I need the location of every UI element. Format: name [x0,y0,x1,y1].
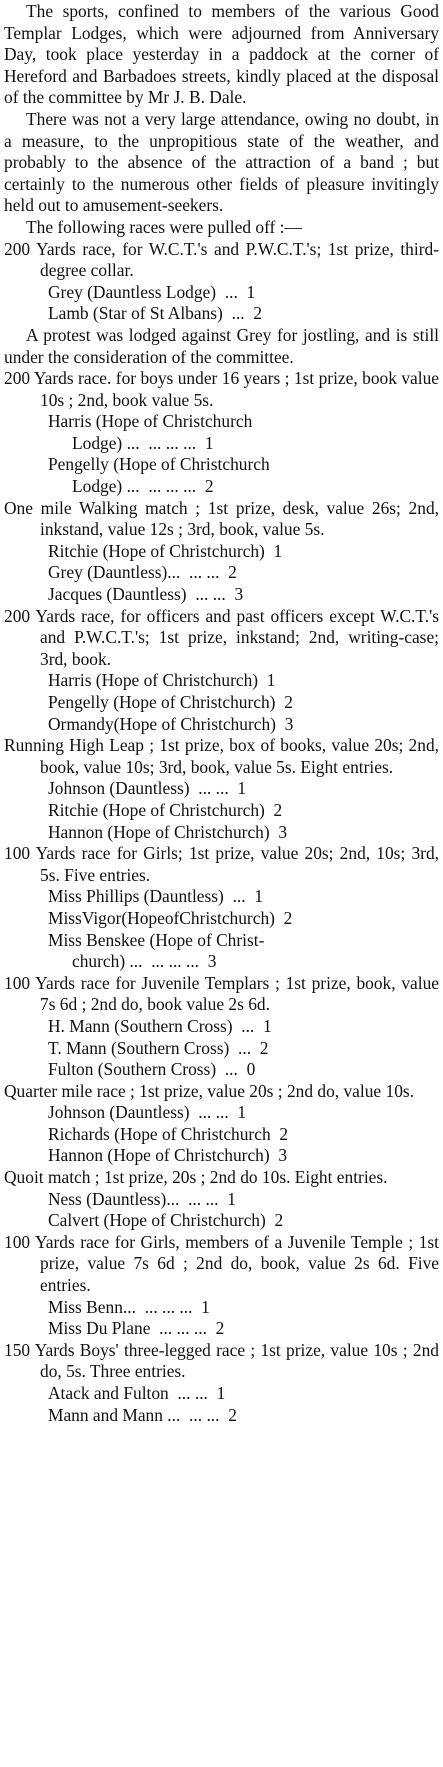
entrant-name: Ritchie (Hope of Christchurch) [48,540,265,561]
race-event [4,368,439,498]
leader-dots: ... [241,1015,255,1036]
result-row-continuation [4,476,439,498]
finishing-place: 1 [273,540,283,561]
finishing-place: 1 [262,1015,272,1036]
entrant-name: Jacques (Dauntless) [48,584,187,605]
race-heading: 100 Yards race for Girls, members of a Juvenile Temple ; 1st prize, value 7s 6d ; 2nd do, book, value 2s 6d. Five entries. [4,1231,439,1296]
race-event [4,1232,439,1340]
result-row [4,1016,439,1038]
result-row [4,930,439,952]
race-heading: 150 Yards Boys' three-legged race ; 1st prize, value 10s ; 2nd do, 5s. Three entries. [4,1339,439,1382]
result-row [4,1189,439,1211]
leader-dots: ... ... [195,584,226,605]
result-row-continuation [4,951,439,973]
entrant-name: Grey (Dauntless)... [48,562,181,583]
entrant-name: MissVigor(HopeofChristchurch) [48,907,275,928]
race-heading: Quarter mile race ; 1st prize, value 20s ; 2nd do, value 10s. [4,1080,415,1101]
attendance-paragraph: There was not a very large attendance, owing no doubt, in a measure, to the unpropitious state of the weather, and probably to the absence of the attraction of a band ; but certainly to the numerous other fields of pleasure invitingly held out to amusement-seekers. [4,108,439,216]
finishing-place: 1 [254,886,264,907]
finishing-place: 1 [266,670,276,691]
finishing-place: 1 [237,1102,247,1123]
race-heading: 200 Yards race, for W.C.T.'s and P.W.C.T.'s; 1st prize, third-degree collar. [4,238,439,281]
result-row [4,1318,439,1340]
entrant-name: Pengelly (Hope of Christchurch) [48,692,276,712]
result-row [4,1145,439,1167]
finishing-place: 2 [228,562,237,583]
entrant-name: Atack and Fulton [48,1383,169,1403]
leader-dots: ... ... [189,1404,220,1425]
entrant-name: T. Mann (Southern Cross) [48,1037,230,1058]
finishing-place: 1 [204,432,214,453]
result-row [4,1059,439,1081]
race-event [4,239,439,369]
finishing-place: 2 [279,1123,289,1144]
entrant-name: Harris (Hope of Christchurch [48,411,253,432]
leader-dots: ... [232,886,246,907]
result-row [4,1038,439,1060]
finishing-place: 0 [246,1059,256,1080]
race-event [4,606,439,736]
finishing-place: 1 [201,1296,210,1317]
entrant-name: Miss Phillips (Dauntless) [48,886,224,907]
leader-dots: ... ... ... [159,1318,207,1339]
finishing-place: 3 [278,821,288,842]
entrant-name: Pengelly (Hope of Christchurch [48,454,270,475]
result-row [4,714,439,736]
finishing-place: 2 [274,1210,284,1231]
race-heading: 200 Yards race. for boys under 16 years ; 1st prize, book value 10s ; 2nd, book value 5s. [4,368,439,410]
finishing-place: 2 [273,799,283,820]
leader-dots: ... ... [177,1383,208,1403]
entrant-name: Calvert (Hope of Christchurch) [48,1210,266,1231]
entrant-name: Johnson (Dauntless) [48,1102,190,1123]
result-row [4,303,439,325]
race-results-list [4,239,439,1427]
leader-dots: ... ... [198,778,229,799]
protest-note: A protest was lodged against Grey for jostling, and is still under the consideration of the committee. [4,324,439,367]
leader-dots: ... [224,281,238,302]
leader-dots: ... ... [188,1188,219,1209]
entrant-name: Hannon (Hope of Christchurch) [48,821,270,842]
races-intro: The following races were pulled off :— [26,216,302,237]
race-heading: One mile Walking match ; 1st prize, desk, value 26s; 2nd, inkstand, value 12s ; 3rd, book, value 5s. [4,497,439,540]
race-heading: 100 Yards race for Girls; 1st prize, value 20s; 2nd, 10s; 3rd, 5s. Five entries. [4,843,439,885]
entrant-name: Ormandy(Hope of Christchurch) [48,713,276,734]
finishing-place: 3 [284,713,294,734]
finishing-place: 2 [228,1404,237,1425]
leader-dots: ... ... ... [151,951,200,972]
race-event [4,1340,439,1426]
finishing-place: 2 [204,476,214,497]
result-row [4,1297,439,1319]
finishing-place: 2 [259,1037,269,1058]
leader-dots: ... ... [198,1102,229,1123]
entrant-name-continued: church) ... [72,951,143,972]
leader-dots: ... ... ... [148,476,197,497]
result-row [4,886,439,908]
entrant-name: Richards (Hope of Christchurch [48,1123,271,1144]
entrant-name: Miss Du Plane [48,1318,151,1339]
entrant-name: Ritchie (Hope of Christchurch) [48,799,265,820]
result-row [4,1102,439,1124]
race-event [4,1081,439,1167]
entrant-name: Grey (Dauntless Lodge) [48,281,217,302]
entrant-name: Fulton (Southern Cross) [48,1059,217,1080]
result-row [4,908,439,930]
race-heading: Running High Leap ; 1st prize, box of books, value 20s; 2nd, book, value 10s; 3rd, book, value 5s. Eight entries. [4,735,439,777]
race-heading: 100 Yards race for Juvenile Templars ; 1st prize, book, value 7s 6d ; 2nd do, book value 2s 6d. [4,972,439,1015]
result-row [4,282,439,304]
finishing-place: 3 [234,584,244,605]
entrant-name: Miss Benskee (Hope of Christ- [48,929,265,950]
race-event [4,1167,439,1232]
finishing-place: 1 [246,281,256,302]
race-heading: Quoit match ; 1st prize, 20s ; 2nd do 10s. Eight entries. [4,1167,388,1188]
entrant-name: Lamb (Star of St Albans) [48,303,223,324]
entrant-name-continued: Lodge) ... [72,432,140,453]
leader-dots: ... [238,1037,252,1058]
entrant-name: Hannon (Hope of Christchurch) [48,1145,270,1166]
entrant-name: Miss Benn... [48,1296,136,1317]
entrant-name: Ness (Dauntless)... [48,1188,180,1209]
finishing-place: 3 [207,951,217,972]
finishing-place: 2 [253,303,263,324]
finishing-place: 1 [237,778,247,799]
result-row [4,800,439,822]
race-event [4,498,439,606]
leader-dots: ... [231,303,245,324]
result-row [4,1405,439,1427]
race-event [4,843,439,973]
leader-dots: ... ... [189,562,220,583]
result-row [4,692,439,714]
entrant-name: Harris (Hope of Christchurch) [48,670,259,691]
result-row [4,454,439,476]
leader-dots: ... [224,1059,238,1080]
race-heading: 200 Yards race, for officers and past officers except W.C.T.'s and P.W.C.T.'s; 1st prize, inkstand; 2nd, writing-case; 3rd, book. [4,605,439,669]
finishing-place: 1 [216,1383,226,1403]
finishing-place: 2 [283,907,293,928]
finishing-place: 2 [215,1318,225,1339]
result-row [4,562,439,584]
result-row [4,778,439,800]
finishing-place: 3 [278,1145,288,1166]
finishing-place: 1 [227,1188,236,1209]
entrant-name: Johnson (Dauntless) [48,778,190,799]
result-row-continuation [4,433,439,455]
result-row [4,411,439,433]
result-row [4,1210,439,1232]
entrant-name: Mann and Mann ... [48,1404,181,1425]
entrant-name: H. Mann (Southern Cross) [48,1015,233,1036]
race-event [4,973,439,1081]
race-event [4,735,439,843]
finishing-place: 2 [284,692,293,712]
result-row [4,1383,439,1405]
leader-dots: ... ... ... [144,1296,193,1317]
result-row [4,541,439,563]
result-row [4,1124,439,1146]
entrant-name-continued: Lodge) ... [72,476,140,497]
intro-paragraph: The sports, confined to members of the various Good Templar Lodges, which were adjourned from Anniversary Day, took place yesterday in a paddock at the corner of Hereford and Barbadoes streets, kindly placed at the disposal of the committee by Mr J. B. Dale. [4,1,439,108]
result-row [4,822,439,844]
leader-dots: ... ... ... [148,432,197,453]
result-row [4,584,439,606]
result-row [4,670,439,692]
